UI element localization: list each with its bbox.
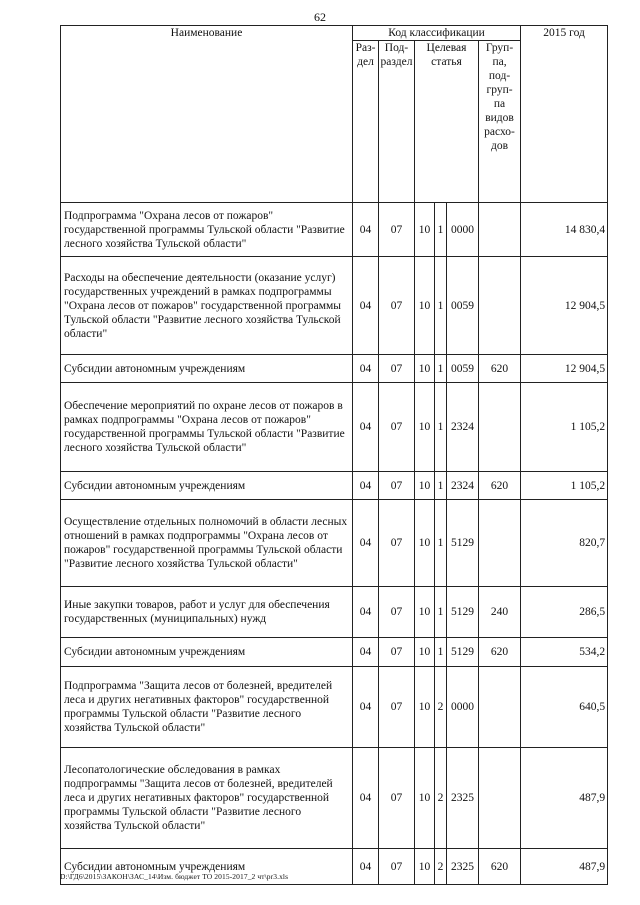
row-razdel: 04 <box>353 638 379 667</box>
header-name: Наименование <box>61 26 353 203</box>
row-group: 620 <box>479 355 521 383</box>
row-podrazdel: 07 <box>379 257 415 355</box>
row-name: Подпрограмма "Охрана лесов от пожаров" государственной программы Тульской области "Развитие лесного хозяйства Тульской области" <box>61 203 353 257</box>
file-path-footer: D:\ГД6\2015\ЗАКОН\ЗАС_14\Изм. бюджет ТО 2015-2017_2 чт\pr3.xls <box>60 872 289 881</box>
row-target-2: 2 <box>435 748 447 849</box>
row-target-2: 1 <box>435 638 447 667</box>
row-amount: 1 105,2 <box>521 472 608 500</box>
row-name: Субсидии автономным учреждениям <box>61 638 353 667</box>
row-target-2: 1 <box>435 355 447 383</box>
row-target-3: 5129 <box>447 638 479 667</box>
row-podrazdel: 07 <box>379 203 415 257</box>
row-razdel: 04 <box>353 587 379 638</box>
row-target-3: 0000 <box>447 667 479 748</box>
row-target-2: 1 <box>435 203 447 257</box>
row-razdel: 04 <box>353 203 379 257</box>
header-target-article: Целевая статья <box>415 41 479 203</box>
row-target-2: 2 <box>435 667 447 748</box>
page-number: 62 <box>314 10 326 24</box>
row-target-3: 0059 <box>447 257 479 355</box>
row-razdel: 04 <box>353 667 379 748</box>
row-amount: 12 904,5 <box>521 257 608 355</box>
row-target-3: 0059 <box>447 355 479 383</box>
row-podrazdel: 07 <box>379 383 415 472</box>
header-year: 2015 год <box>521 26 608 203</box>
row-amount: 14 830,4 <box>521 203 608 257</box>
row-group <box>479 748 521 849</box>
row-target-1: 10 <box>415 638 435 667</box>
row-target-3: 5129 <box>447 500 479 587</box>
row-podrazdel: 07 <box>379 500 415 587</box>
row-amount: 820,7 <box>521 500 608 587</box>
row-target-1: 10 <box>415 472 435 500</box>
row-target-1: 10 <box>415 587 435 638</box>
row-target-3: 2324 <box>447 472 479 500</box>
row-razdel: 04 <box>353 257 379 355</box>
row-group <box>479 500 521 587</box>
table-row <box>61 748 608 849</box>
header-razdel: Раз- дел <box>353 41 379 203</box>
row-podrazdel: 07 <box>379 849 415 885</box>
row-target-3: 0000 <box>447 203 479 257</box>
row-target-1: 10 <box>415 383 435 472</box>
row-target-2: 1 <box>435 383 447 472</box>
table-row <box>61 667 608 748</box>
row-name: Субсидии автономным учреждениям <box>61 355 353 383</box>
row-group: 620 <box>479 849 521 885</box>
row-target-1: 10 <box>415 748 435 849</box>
row-name: Обеспечение мероприятий по охране лесов от пожаров в рамках подпрограммы "Охрана лесов от пожаров" государственной программы Тульской области "Развитие лесного хозяйства Тульской области" <box>61 383 353 472</box>
row-razdel: 04 <box>353 748 379 849</box>
header-code-group: Код классификации <box>353 26 521 41</box>
row-target-2: 2 <box>435 849 447 885</box>
row-target-1: 10 <box>415 203 435 257</box>
header-podrazdel: Под- раздел <box>379 41 415 203</box>
row-name: Подпрограмма "Защита лесов от болезней, вредителей леса и других негативных факторов" государственной программы Тульской области "Развитие лесного хозяйства Тульской области" <box>61 667 353 748</box>
row-target-2: 1 <box>435 472 447 500</box>
row-razdel: 04 <box>353 383 379 472</box>
row-target-1: 10 <box>415 849 435 885</box>
table-row <box>61 500 608 587</box>
row-podrazdel: 07 <box>379 472 415 500</box>
row-razdel: 04 <box>353 472 379 500</box>
table-row <box>61 472 608 500</box>
row-group <box>479 667 521 748</box>
row-name: Лесопатологические обследования в рамках подпрограммы "Защита лесов от болезней, вредителей леса и других негативных факторов" государственной программы Тульской области "Развитие лесного хозяйства Тульской области" <box>61 748 353 849</box>
row-name: Субсидии автономным учреждениям <box>61 849 353 885</box>
row-podrazdel: 07 <box>379 667 415 748</box>
table-row <box>61 587 608 638</box>
table-row <box>61 638 608 667</box>
row-name: Осуществление отдельных полномочий в области лесных отношений в рамках подпрограммы "Охрана лесов от пожаров" государственной программы Тульской области "Развитие лесного хозяйства Тульской области" <box>61 500 353 587</box>
row-target-1: 10 <box>415 500 435 587</box>
row-podrazdel: 07 <box>379 587 415 638</box>
row-razdel: 04 <box>353 355 379 383</box>
row-target-3: 2325 <box>447 748 479 849</box>
header-expense-group: Груп- па, под- груп- па видов расхо- дов <box>479 41 521 203</box>
row-target-3: 2324 <box>447 383 479 472</box>
row-target-1: 10 <box>415 257 435 355</box>
row-razdel: 04 <box>353 500 379 587</box>
table-row <box>61 257 608 355</box>
row-amount: 12 904,5 <box>521 355 608 383</box>
table-row <box>61 355 608 383</box>
table-row <box>61 203 608 257</box>
row-name: Субсидии автономным учреждениям <box>61 472 353 500</box>
table-row <box>61 383 608 472</box>
row-target-2: 1 <box>435 500 447 587</box>
row-group: 620 <box>479 472 521 500</box>
row-group: 620 <box>479 638 521 667</box>
row-group: 240 <box>479 587 521 638</box>
row-amount: 534,2 <box>521 638 608 667</box>
row-target-1: 10 <box>415 355 435 383</box>
row-podrazdel: 07 <box>379 638 415 667</box>
row-amount: 640,5 <box>521 667 608 748</box>
row-razdel: 04 <box>353 849 379 885</box>
row-target-3: 5129 <box>447 587 479 638</box>
row-name: Расходы на обеспечение деятельности (оказание услуг) государственных учреждений в рамках подпрограммы "Охрана лесов от пожаров" государственной программы Тульской области "Развитие лесного хозяйства Тульской области" <box>61 257 353 355</box>
row-name: Иные закупки товаров, работ и услуг для обеспечения государственных (муниципальных) нужд <box>61 587 353 638</box>
row-target-2: 1 <box>435 257 447 355</box>
row-amount: 1 105,2 <box>521 383 608 472</box>
row-amount: 487,9 <box>521 748 608 849</box>
row-amount: 487,9 <box>521 849 608 885</box>
row-group <box>479 257 521 355</box>
row-target-1: 10 <box>415 667 435 748</box>
row-podrazdel: 07 <box>379 355 415 383</box>
row-target-2: 1 <box>435 587 447 638</box>
row-target-3: 2325 <box>447 849 479 885</box>
row-podrazdel: 07 <box>379 748 415 849</box>
budget-table <box>60 25 608 885</box>
row-amount: 286,5 <box>521 587 608 638</box>
row-group <box>479 203 521 257</box>
row-group <box>479 383 521 472</box>
